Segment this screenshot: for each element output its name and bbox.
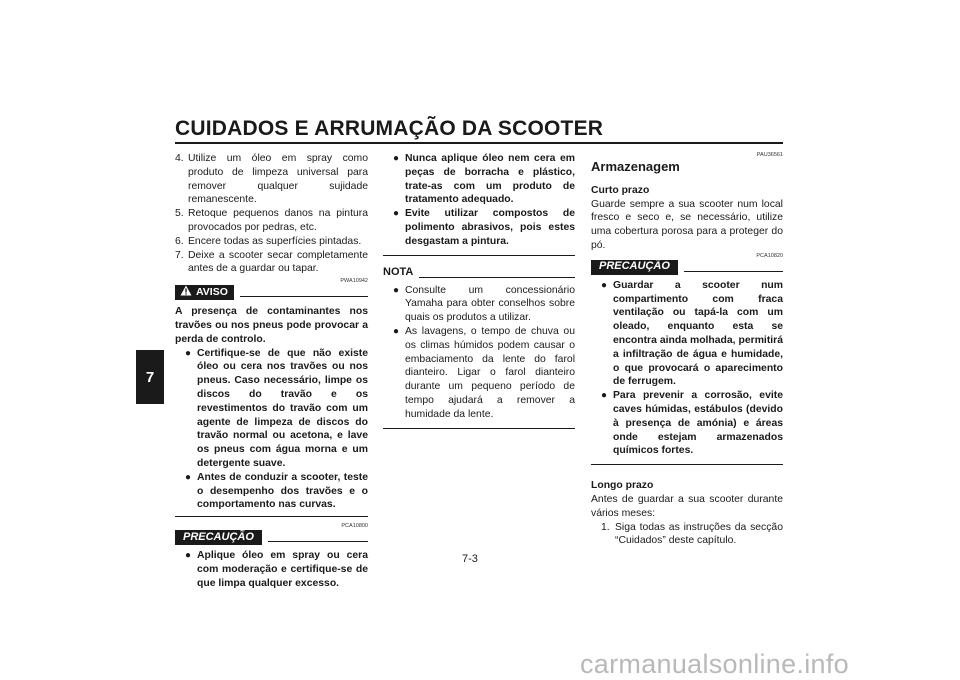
bullet-icon: ● <box>393 208 400 220</box>
step-text: Siga todas as instruções da secção “Cuidados” deste capítulo. <box>615 521 783 547</box>
precaucao-bullet <box>601 389 783 458</box>
aviso-label: AVISO <box>196 285 228 298</box>
precaucao-bullet <box>601 279 783 389</box>
step-item <box>601 521 783 549</box>
column-3 <box>591 152 783 548</box>
precaucao-bullet-text: Guardar a scooter num compartimento com fraca ventilação ou tapá-la com um oleado, enquanto esta se encontra ainda molhada, permitirá a infiltração de água e humidade, o que provocará o aparecimento de ferrugem. <box>613 279 783 388</box>
precaucao-badge: PRECAUÇÃO <box>591 260 678 275</box>
bullet-icon: ● <box>393 325 400 337</box>
precaucao-header <box>175 530 368 545</box>
bullet-icon: ● <box>393 153 400 164</box>
step-item <box>175 152 368 207</box>
bullet-text: Evite utilizar compostos de polimento abrasivos, pois estes desgastam a pintura. <box>405 208 575 247</box>
precaucao-code: PCA10800 <box>341 523 368 530</box>
warning-end-rule <box>383 255 575 256</box>
nota-bullet <box>393 325 575 422</box>
warning-triangle-icon <box>180 285 192 301</box>
aviso-bullet <box>185 471 368 512</box>
bullet-icon: ● <box>601 390 608 402</box>
section-heading: Armazenagem <box>591 159 680 174</box>
precaucao-end-rule <box>591 464 783 465</box>
aviso-intro: A presença de contaminantes nos travões ou nos pneus pode provocar a perda de controlo. <box>175 306 368 345</box>
precaucao-bullet <box>185 549 368 590</box>
bullet-text: Nunca aplique óleo nem cera em peças de borracha e plástico, trate-as com um produto de tratamento adequado. <box>405 153 575 206</box>
precaucao-rule <box>268 541 368 542</box>
bullet-icon: ● <box>393 284 400 296</box>
bullet-icon: ● <box>185 347 192 359</box>
step-text: Encere todas as superfícies pintadas. <box>188 235 362 247</box>
step-item <box>175 207 368 235</box>
step-number: 1. <box>601 521 610 533</box>
step-number: 4. <box>175 153 184 164</box>
precaucao-bullet-text: Para prevenir a corrosão, evite caves húmidas, estábulos (devido à presença de amónia) e áreas onde estejam armazenados químicos fortes. <box>613 390 783 457</box>
title-rule <box>175 142 783 144</box>
nota-rule <box>419 277 575 278</box>
aviso-badge <box>175 285 234 300</box>
aviso-end-rule <box>175 516 368 517</box>
nota-header <box>383 266 575 281</box>
step-number: 7. <box>175 249 184 261</box>
footer-watermark: carmanualsonline.info <box>580 649 849 679</box>
step-text: Deixe a scooter secar completamente antes de a guardar ou tapar. <box>188 249 368 275</box>
bullet-icon: ● <box>601 279 608 291</box>
nota-bullet-text: As lavagens, o tempo de chuva ou os climas húmidos podem causar o embaciamento da lente do farol dianteiro. Ligar o farol dianteiro durante um pequeno período de tempo ajudará a remover a humidade da lente. <box>405 325 575 420</box>
aviso-code: PWA10942 <box>340 278 368 285</box>
step-number: 5. <box>175 208 184 220</box>
aviso-header <box>175 285 368 300</box>
aviso-bullet <box>185 347 368 471</box>
aviso-rule <box>240 296 368 297</box>
nota-label: NOTA <box>383 266 414 279</box>
bullet-icon: ● <box>185 550 192 562</box>
step-number: 6. <box>175 235 184 247</box>
step-item <box>175 235 368 249</box>
nota-bullet <box>393 284 575 325</box>
step-text: Utilize um óleo em spray como produto de limpeza universal para remover qualquer sujidade remanescente. <box>188 153 368 206</box>
column-2 <box>383 152 575 429</box>
column-1 <box>175 152 368 591</box>
section-code: PAU36561 <box>756 152 783 158</box>
precaucao-badge: PRECAUÇÃO <box>175 530 262 545</box>
warning-continued-bullet <box>393 207 575 248</box>
short-term-text: Guarde sempre a sua scooter num local fresco e seco e, se necessário, utilize uma cobertura porosa para a proteger do pó. <box>591 198 783 251</box>
chapter-tab: 7 <box>136 350 164 404</box>
warning-continued-bullet <box>393 152 575 207</box>
precaucao-header <box>591 260 783 275</box>
page-number: 7-3 <box>462 553 478 565</box>
short-term-title: Curto prazo <box>591 184 650 196</box>
long-term-text: Antes de guardar a sua scooter durante vários meses: <box>591 493 783 519</box>
aviso-bullet-text: Antes de conduzir a scooter, teste o desempenho dos travões e o comportamento nas curvas. <box>197 471 368 511</box>
precaucao-bullet-text: Aplique óleo em spray ou cera com moderação e certifique-se de que limpa qualquer excesso. <box>197 550 368 589</box>
precaucao-code: PCA10820 <box>756 252 783 259</box>
precaucao-rule <box>684 271 783 272</box>
nota-bullet-text: Consulte um concessionário Yamaha para obter conselhos sobre quais os produtos a utilizar. <box>405 284 575 324</box>
page-title: CUIDADOS E ARRUMAÇÃO DA SCOOTER <box>175 117 604 140</box>
long-term-title: Longo prazo <box>591 480 654 492</box>
step-text: Retoque pequenos danos na pintura provocados por pedras, etc. <box>188 208 368 233</box>
nota-end-rule <box>383 428 575 429</box>
aviso-bullet-text: Certifique-se de que não existe óleo ou cera nos travões ou nos pneus. Caso necessário, limpe os discos do travão e os revestimentos do travão com um agente de limpeza de discos do travão normal ou acetona, e lave os pneus com água morna e um detergente suave. <box>197 347 368 469</box>
bullet-icon: ● <box>185 471 192 483</box>
step-item <box>175 249 368 277</box>
